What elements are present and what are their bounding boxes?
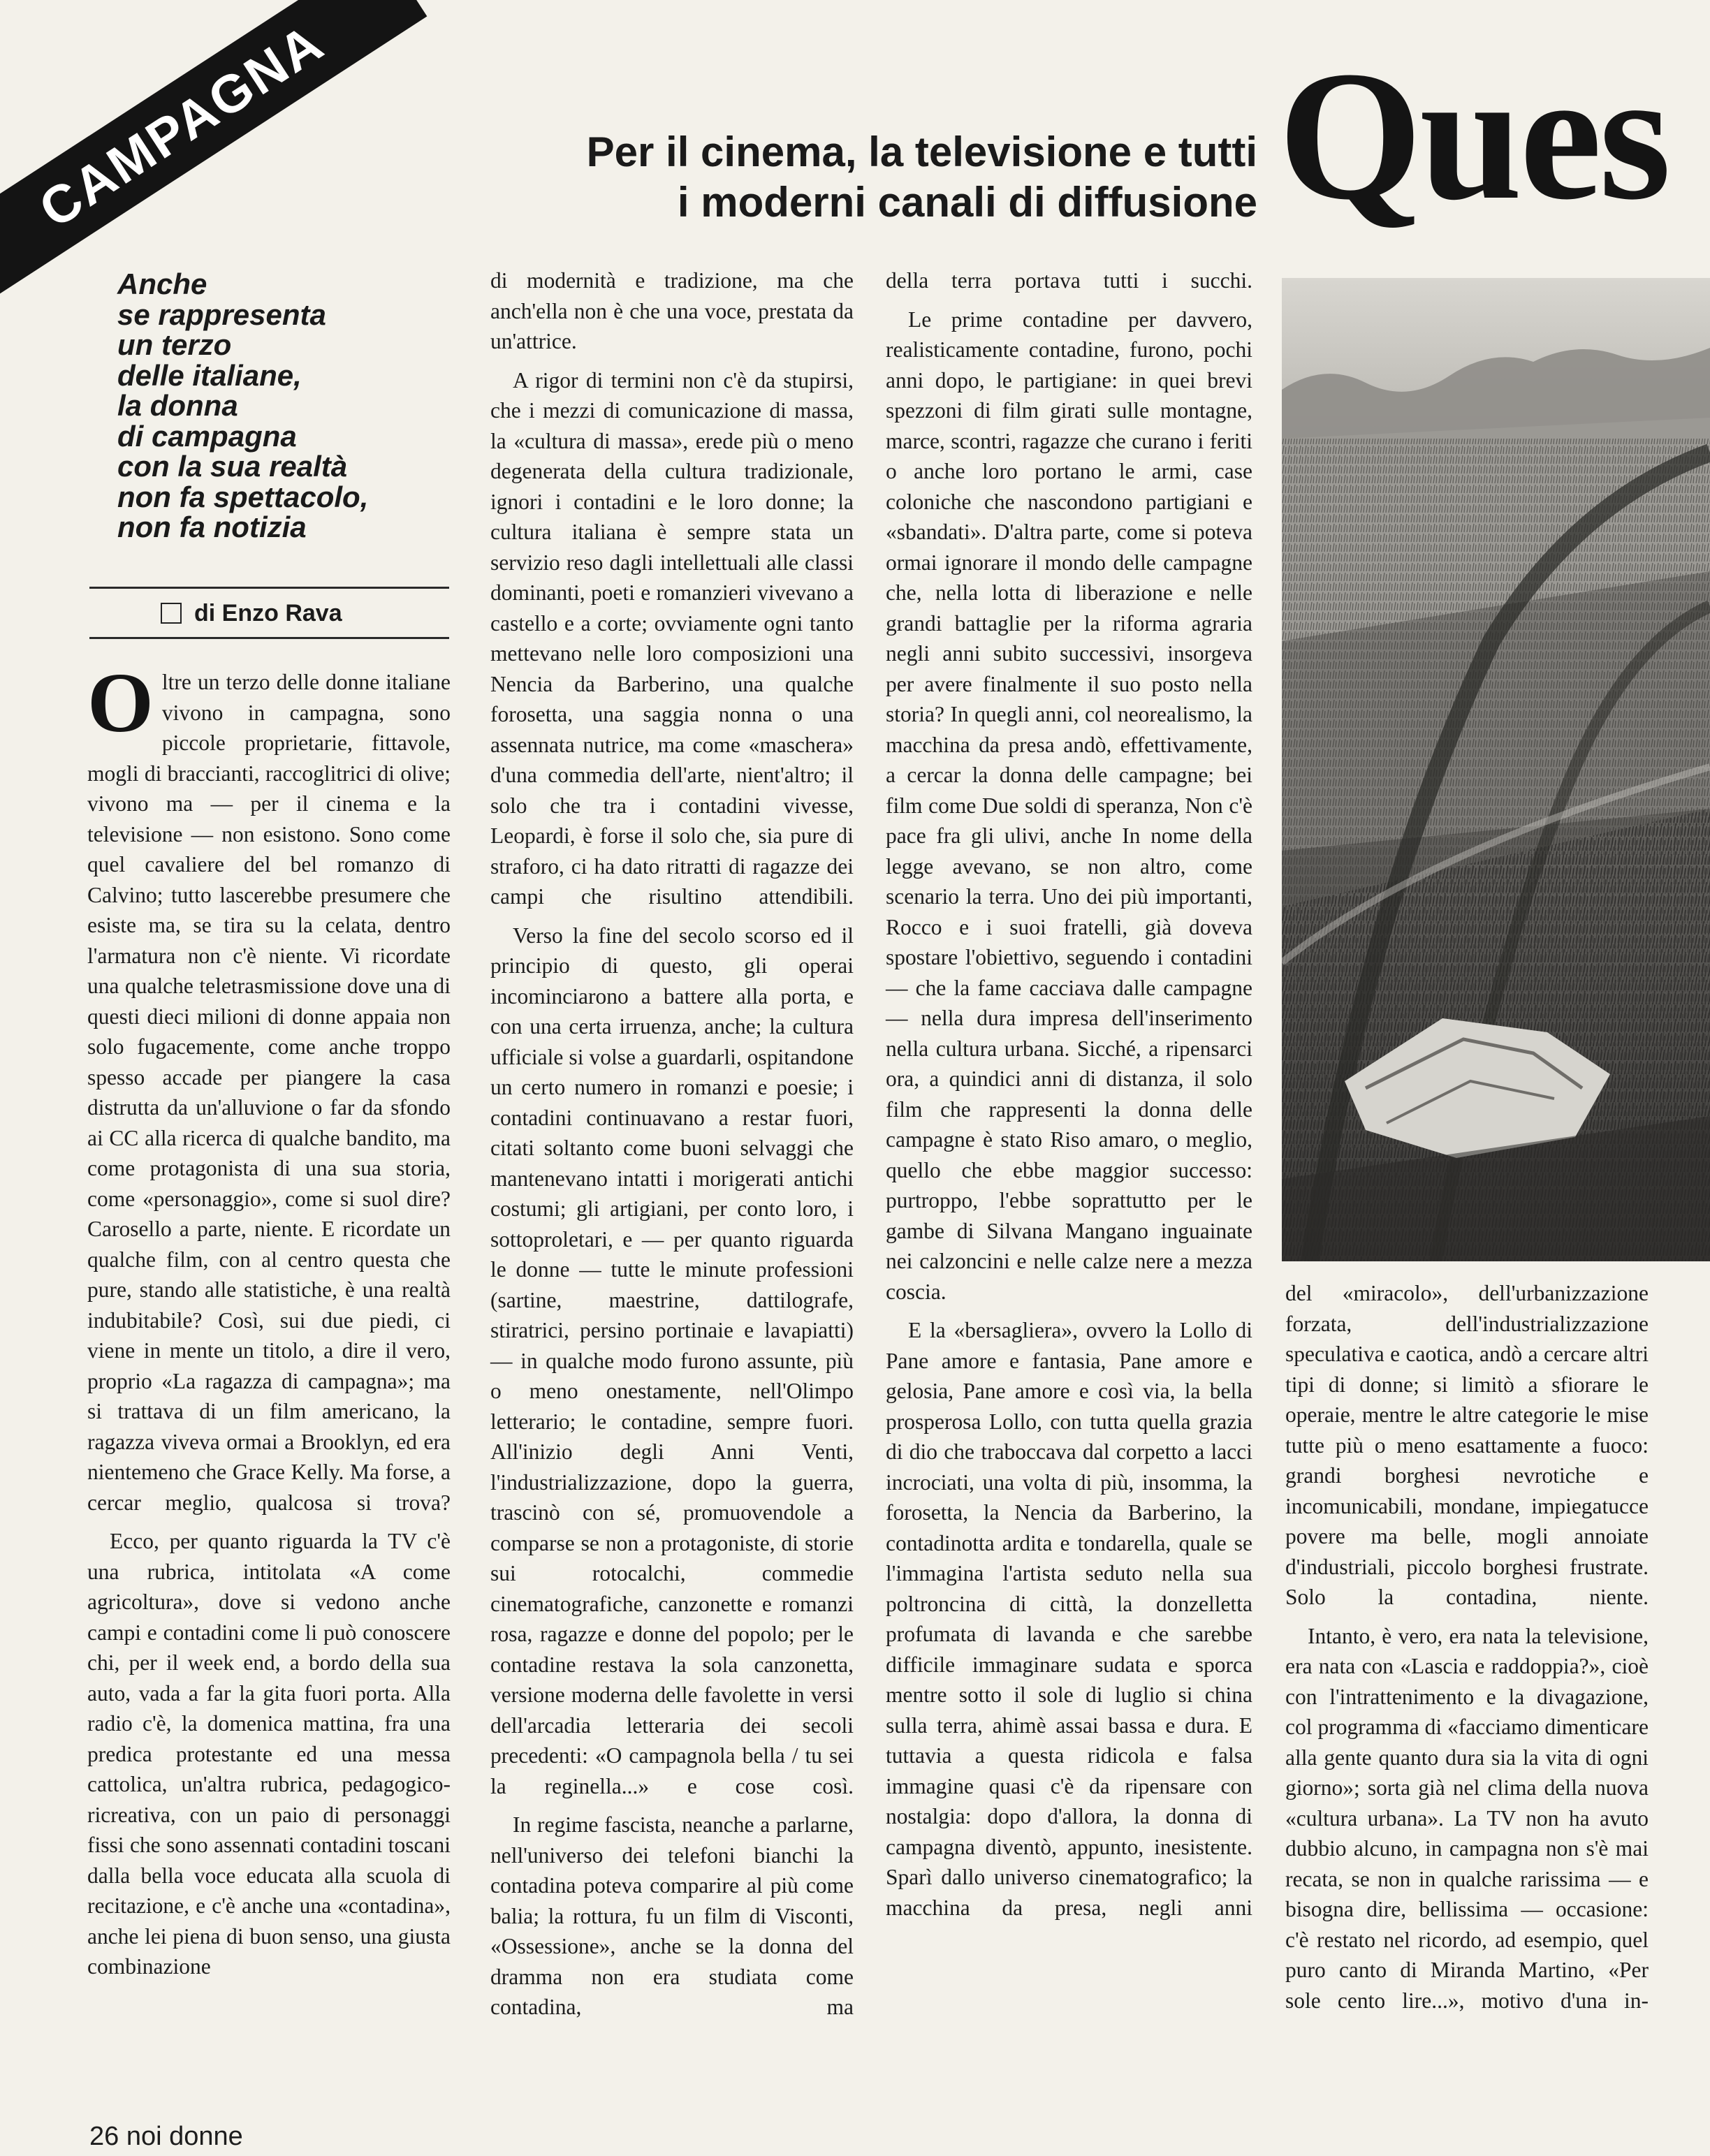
article-column-4	[1285, 1278, 1649, 2016]
standfirst-line: la donna	[117, 389, 238, 422]
article-paragraph: A rigor di termini non c'è da stupirsi, che i mezzi di comunicazione di massa, la «cultura di massa», erede più o meno degenerata della cultura tradizionale, ignori i contadini e le loro donne; la cultura italiana è sempre stata un servizio reso dagli intellettuali alle classi dominanti, poeti e romanzieri vivevano a castello e a corte; ovviamente ogni tanto mettevano nelle loro composizioni una Nencia da Barberino, una qualche forosetta, una saggia nonna o una assennata nutrice, ma come «maschera» d'una commedia dell'arte, nient'altro; il solo che tra i contadini vivesse, Leopardi, è forse il solo che, sia pure di straforo, ci ha dato ritratti di ragazze dei campi che risultino attendibili.	[490, 367, 854, 909]
article-column-1	[87, 656, 451, 1982]
article-paragraph: E la «bersagliera», ovvero la Lollo di Pane amore e fantasia, Pane amore e gelosia, Pane amore e così via, la bella prosperosa Lollo, con tutta quella grazia di dio che traboccava dal corpetto a lacci incrociati, una volta di più, insomma, la forosetta, la Nencia da Barberino, la contadinotta ardita e tondarella, quale se l'immagina l'artista seduto nella sua poltroncina di città, la donzelletta profumata di lavanda e che sarebbe difficile immaginare sudata e sporca mentre sotto il sole di luglio si china sulla terra, ahimè assai bassa e dura. E tuttavia a questa ridicola e falsa immagine quasi c'è da ripensare con nostalgia: dopo d'allora, la donna di campagna diventò, appunto, inesistente. Sparì dallo universo cinematografico; la macchina da presa, negli anni	[886, 1318, 1252, 1920]
article-paragraph: del «miracolo», dell'urbanizzazione forzata, dell'industrializzazione speculativa e caotica, andò a cercare altri tipi di donne; si limitò a sfiorare le operaie, mentre le altre categorie le mise tutte più o meno esattamente a fuoco: grandi borghesi nevrotiche e incomunicabili, mondane, impiegatucce povere ma belle, mogli annoiate d'industriali, piccolo borghesi frustrate. Solo la contadina, niente.	[1285, 1281, 1649, 1609]
byline-box-icon	[161, 603, 182, 624]
article-paragraph: Verso la fine del secolo scorso ed il principio di questo, gli operai incominciarono a battere alla porta, e con una certa irruenza, anche; la cultura ufficiale si volse a guardarli, ospitandone un certo numero in romanzi e poesie; i contadini continuavano a restar fuori, citati soltanto come buoni selvaggi che mantenevano intatti i morigerati antichi costumi; gli artigiani, per conto loro, i sottoproletari, e — per quanto riguarda le donne — tutte le minute professioni (sartine, maestrine, dattilografe, stiratrici, persino portinaie e lavapiatti) — in qualche modo furono assunte, più o meno onestamente, nell'Olimpo letterario; le contadine, sempre fuori. All'inizio degli Anni Venti, l'industrializzazione, dopo la guerra, trascinò con sé, promuovendole a comparse se non a protagoniste, di storie sui rotocalchi, commedie cinematografiche, canzonette e romanzi rosa, ragazze e donne del popolo; per le contadine restava la sola canzonetta, versione moderna delle favolette in versi dell'arcadia letteraria dei secoli precedenti: «O campagnola bella / tu sei la reginella...» e cose così.	[490, 923, 854, 1798]
headline	[335, 127, 1257, 228]
byline	[161, 599, 342, 627]
standfirst-line: un terzo	[117, 328, 232, 361]
article-paragraph: Le prime contadine per davvero, realisticamente contadine, furono, pochi anni dopo, le partigiane: in quei brevi spezzoni di film girati sulle montagne, marce, scontri, ragazze che curano i feriti o anche loro portano le armi, case coloniche che nascondono partigiani e «sbandati». D'altra parte, come si poteva ormai ignorare il mondo delle campagne che, nella lotta di liberazione e nelle grandi battaglie per la riforma agraria negli anni subito successivi, insorgeva per avere finalmente il suo posto nella storia? In quegli anni, col neorealismo, la macchina da presa andò, effettivamente, a cercar la donna delle campagne; bei film come Due soldi di speranza, Non c'è pace fra gli ulivi, anche In nome della legge avevano, se non altro, come scenario la terra. Uno dei più importanti, Rocco e i suoi fratelli, già doveva spostare l'obiettivo, seguendo i contadini — che la fame cacciava dalle campagne — nella dura impresa dell'inserimento nella cultura urbana. Sicché, a ripensarci ora, a quindici anni di distanza, il solo film che rappresenti la donna delle campagne è stato Riso amaro, o meglio, quello che ebbe maggior successo: purtroppo, l'ebbe soprattutto per le gambe di Silvana Mangano inguainate nei calzoncini e nelle calze nere a mezza coscia.	[886, 307, 1252, 1304]
article-paragraph: Ecco, per quanto riguarda la TV c'è una rubrica, intitolata «A come agricoltura», dove si vedono anche campi e contadini come li può conoscere chi, per il week end, a bordo della sua auto, vada a far la gita fuori porta. Alla radio c'è, la domenica mattina, fra una predica protestante ed una messa cattolica, un'altra rubrica, pedagogico-ricreativa, con un paio di personaggi fissi che sono assennati contadini toscani dalla bella voce educata alla scuola di recitazione, e c'è anche una «contadina», anche lei piena di buon senso, una giusta combinazione	[87, 1529, 451, 1979]
standfirst-line: non fa spettacolo,	[117, 480, 369, 513]
article-paragraph	[87, 656, 451, 1518]
standfirst-line: con la sua realtà	[117, 450, 348, 483]
standfirst-line: se rappresenta	[117, 298, 326, 331]
article-column-3	[886, 265, 1252, 1923]
paragraph-text: ltre un terzo delle donne italiane vivono in campagna, sono piccole proprietarie, fittavole, mogli di braccianti, raccoglitrici di olive; vivono ma — per il cinema e la televisione — non esistono. Sono come quel cavaliere del bel romanzo di Calvino; tutto lascerebbe presumere che esiste ma, se tira su la celata, dentro l'armatura non c'è niente. Vi ricordate una qualche teletrasmissione dove una di questi dieci milioni di donne appaia non solo fugacemente, come anche troppo spesso accade per piangere la casa distrutta da un'alluvione o far da sfondo ai CC alla ricerca di qualche bandito, ma come protagonista di una sua storia, come «personaggio», come si suol dire? Carosello a parte, niente. E ricordate un qualche film, con al centro questa che pure, stando alle statistiche, è una realtà indubitabile? Così, sui due piedi, ci viene in mente un titolo, a dire il vero, proprio «La ragazza di campagna»; ma si trattava di un film americano, la ragazza viveva ormai a Brooklyn, ed era nientemeno che Grace Kelly. Ma forse, a cercar meglio, qualcosa si trova?	[87, 670, 451, 1515]
country-field-photo	[1282, 278, 1710, 1261]
page-number: 26	[89, 2122, 119, 2151]
field-photo-image	[1282, 278, 1710, 1261]
headline-line-2: i moderni canali di diffusione	[677, 179, 1257, 226]
standfirst-line: di campagna	[117, 419, 297, 453]
headline-line-1: Per il cinema, la televisione e tutti	[586, 129, 1257, 175]
standfirst-line: non fa notizia	[117, 511, 307, 543]
drop-cap: O	[87, 656, 154, 750]
article-paragraph: della terra portava tutti i succhi.	[886, 268, 1252, 293]
article-column-2	[490, 265, 854, 2023]
article-paragraph: Intanto, è vero, era nata la televisione, era nata con «Lascia e raddoppia?», cioè con l'intrattenimento e la divagazione, col programma di «facciamo dimenticare alla gente quanto dura sia la vita di ogni giorno»; sorta già nel clima della nuova «cultura urbana». La TV non ha avuto dubbio alcuno, in campagna non s'è mai recata, se non in qualche rarissima — e bisogna dire, bellissima — occasione: c'è restato nel ricordo, ad esempio, quel puro canto di Miranda Martino, «Per sole cento lire...», motivo d'una in-	[1285, 1623, 1649, 2013]
byline-author: di Enzo Rava	[194, 600, 342, 626]
standfirst-line: Anche	[117, 267, 207, 300]
article-paragraph: In regime fascista, neanche a parlarne, nell'universo dei telefoni bianchi la contadina poteva comparire al più come balia; la rottura, fu un film di Visconti, «Ossessione», anche se la donna del dramma non era studiata come contadina, ma	[490, 1812, 854, 2019]
standfirst	[117, 269, 411, 543]
page-footer	[89, 2121, 243, 2152]
article-paragraph: di modernità e tradizione, ma che anch'ella non è che una voce, prestata da un'attrice.	[490, 268, 854, 353]
byline-rule-bottom	[89, 637, 449, 639]
byline-rule-top	[89, 587, 449, 589]
standfirst-line: delle italiane,	[117, 358, 302, 392]
section-banner-label: CAMPAGNA	[29, 12, 335, 240]
big-title: Ques	[1278, 34, 1669, 238]
magazine-name: noi donne	[126, 2122, 243, 2151]
